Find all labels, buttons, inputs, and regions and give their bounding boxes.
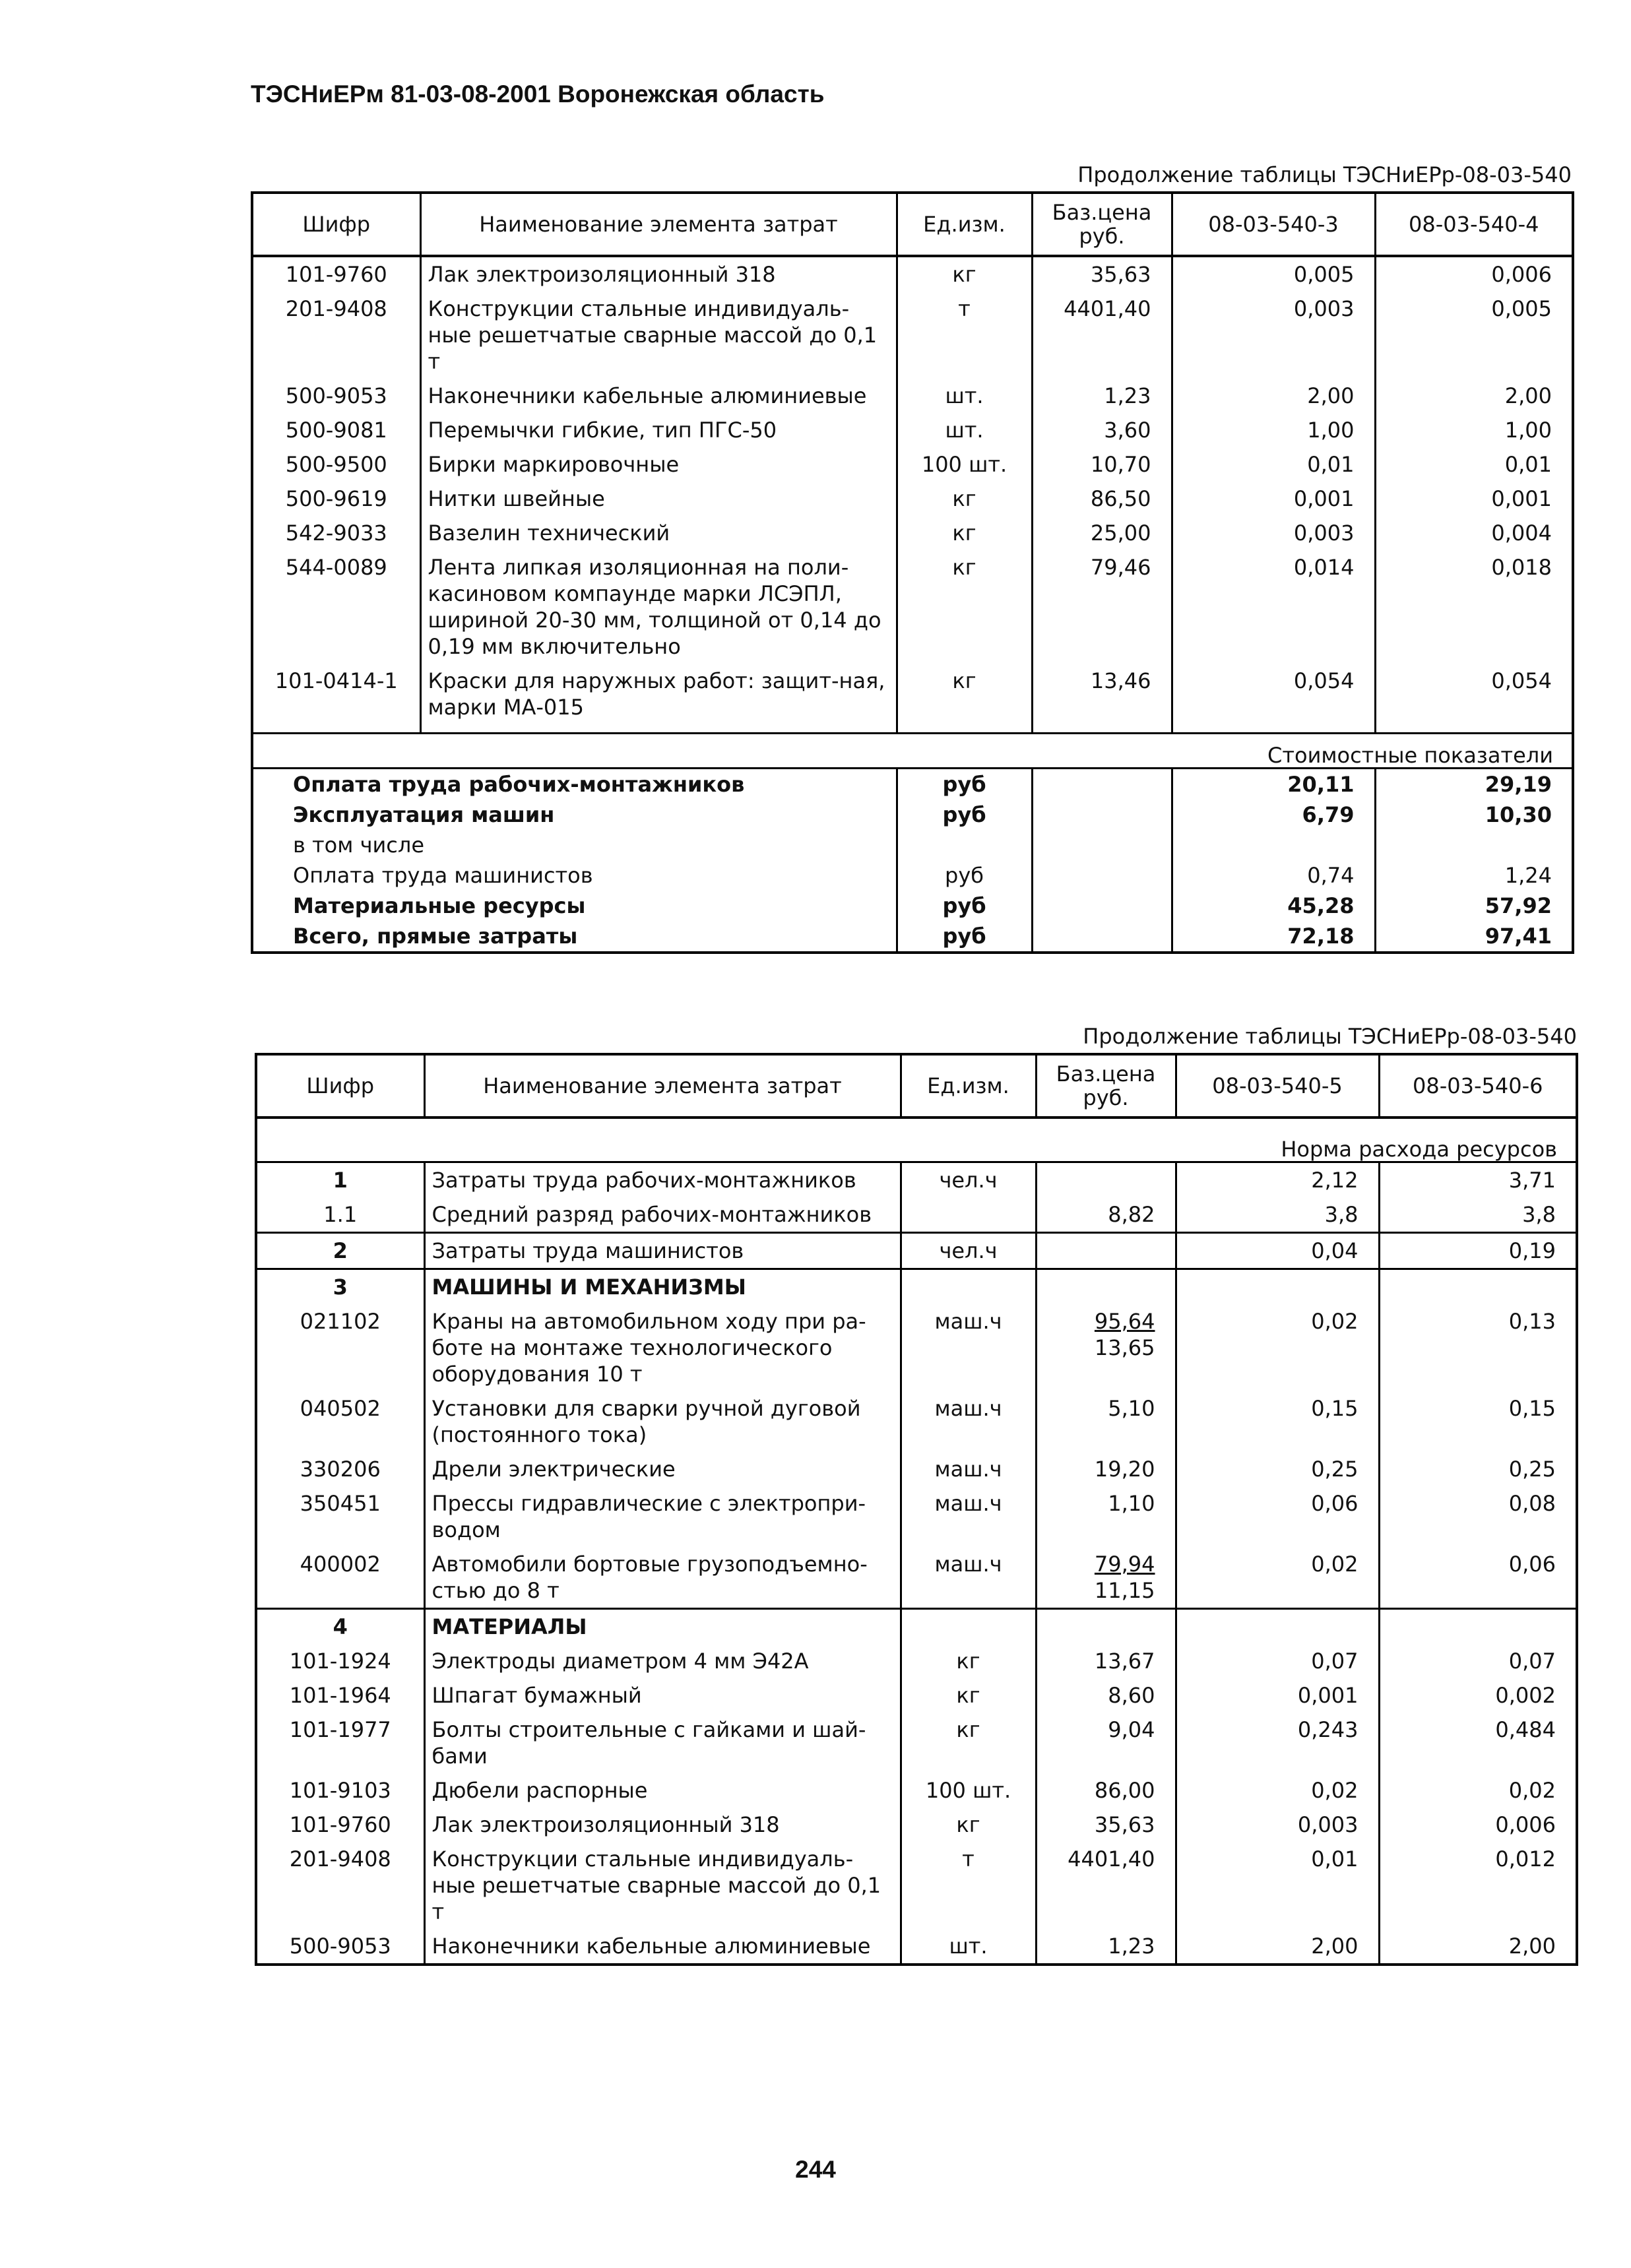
table-row [252,379,1573,413]
cell-norm-2 [1379,1609,1577,1645]
cell-unit [901,1269,1036,1305]
cost-unit [897,830,1032,860]
column-header-name: Наименование элемента затрат [420,193,897,256]
cell-unit: кг [897,256,1032,292]
cell-name: Наконечники кабельные алюминиевые [424,1929,901,1965]
cell-name: Конструкции стальные индивидуаль-ные решетчатые сварные массой до 0,1 т [420,292,897,379]
cell-norm-2: 3,8 [1522,1202,1556,1227]
table-row [256,1808,1577,1842]
table-row [256,1609,1577,1645]
cell-code: 500-9081 [252,413,420,447]
cell-unit: т [897,292,1032,379]
cell-norm-2: 0,002 [1495,1683,1556,1708]
cell-norm-1: 0,02 [1176,1304,1379,1391]
cost-unit: руб [897,769,1032,800]
cost-row [252,830,1573,860]
cell-norm-1: 3,8 [1176,1197,1379,1233]
cell-code: 2 [256,1233,424,1269]
cell-code: 1.1 [256,1197,424,1233]
cost-unit: руб [897,891,1032,921]
resource-table-1 [251,191,1574,954]
cell-code: 500-9619 [252,482,420,516]
cost-name: Всего, прямые затраты [252,921,897,953]
table-row [256,1233,1577,1269]
cost-empty [1032,921,1172,953]
column-header-norm-1: 08-03-540-5 [1176,1054,1379,1118]
column-header-norm-1: 08-03-540-3 [1172,193,1375,256]
cell-price: 86,00 [1036,1773,1176,1808]
cell-price: 1,10 [1036,1486,1176,1547]
cell-code: 201-9408 [256,1842,424,1929]
gap-cell [252,724,420,734]
cell-norm-2 [1379,1269,1577,1305]
cell-norm-1 [1176,1609,1379,1645]
cell-price: 35,63 [1036,1808,1176,1842]
page-header: ТЭСНиЕРм 81-03-08-2001 Воронежская область [251,80,825,108]
cell-norm-1: 0,014 [1172,550,1375,664]
cell-name: Установки для сварки ручной дуговой (постоянного тока) [424,1391,901,1452]
cost-unit: руб [897,921,1032,953]
cell-norm-1: 0,07 [1176,1644,1379,1678]
cost-unit: руб [897,860,1032,891]
table-row [256,1678,1577,1713]
cell-code: 350451 [256,1486,424,1547]
table1-caption: Продолжение таблицы ТЭСНиЕРр-08-03-540 [1077,162,1572,187]
norm-label-row [256,1128,1577,1162]
cost-empty [1032,860,1172,891]
cell-norm-1: 2,00 [1172,379,1375,413]
cost-empty [1032,800,1172,830]
column-header-norm-2: 08-03-540-6 [1379,1054,1577,1118]
table-row [252,664,1573,724]
table-header-row [252,193,1573,256]
column-header-name: Наименование элемента затрат [424,1054,901,1118]
cell-price [1036,1609,1176,1645]
cell-unit: маш.ч [901,1547,1036,1609]
cell-norm-1: 0,02 [1176,1773,1379,1808]
cell-code: 201-9408 [252,292,420,379]
cell-code: 500-9053 [256,1929,424,1965]
cell-code: 4 [256,1609,424,1645]
cell-code: 544-0089 [252,550,420,664]
cell-price [1036,1304,1176,1391]
cost-name: Материальные ресурсы [252,891,897,921]
cell-norm-2: 0,001 [1491,486,1552,511]
cell-name: Дюбели распорные [424,1773,901,1808]
cell-norm-2: 3,71 [1508,1168,1556,1193]
cell-name: Нитки швейные [420,482,897,516]
cell-unit: кг [897,664,1032,724]
cell-name: Автомобили бортовые грузоподъемно-стью до 8 т [424,1547,901,1609]
cost-empty [1032,891,1172,921]
cost-empty [1032,769,1172,800]
cell-price [1036,1233,1176,1269]
cell-unit [901,1609,1036,1645]
cell-norm-2: 0,25 [1508,1457,1556,1482]
cell-unit: кг [901,1644,1036,1678]
cell-norm-1: 0,005 [1172,256,1375,292]
cell-unit: шт. [897,413,1032,447]
cell-price: 19,20 [1036,1452,1176,1486]
column-header-price: Баз.цена руб. [1036,1054,1176,1118]
cell-code: 1 [256,1162,424,1198]
cell-name: Лак электроизоляционный 318 [424,1808,901,1842]
cell-unit: чел.ч [901,1233,1036,1269]
cell-unit: маш.ч [901,1391,1036,1452]
cost-name: Эксплуатация машин [252,800,897,830]
cost-row [252,769,1573,800]
table-row [256,1304,1577,1391]
cell-norm-2: 0,012 [1495,1846,1556,1872]
cell-norm-1: 0,01 [1172,447,1375,482]
cell-norm-1: 0,001 [1172,482,1375,516]
price-value: 79,94 [1094,1552,1155,1577]
price-sub-value: 13,65 [1094,1335,1155,1360]
cell-code: 400002 [256,1547,424,1609]
column-header-unit: Ед.изм. [897,193,1032,256]
table-row [252,516,1573,550]
page-number: 244 [795,2156,836,2183]
cell-name: Наконечники кабельные алюминиевые [420,379,897,413]
cell-name: Краски для наружных работ: защит-ная, марки МА-015 [420,664,897,724]
cell-code: 101-0414-1 [252,664,420,724]
table-row [252,447,1573,482]
cell-name: Болты строительные с гайками и шай-бами [424,1713,901,1773]
cost-value-2: 57,92 [1485,893,1552,918]
table-row [256,1162,1577,1198]
cell-unit: 100 шт. [897,447,1032,482]
cell-name: Электроды диаметром 4 мм Э42А [424,1644,901,1678]
column-header-code: Шифр [252,193,420,256]
table-row [252,413,1573,447]
cell-price: 5,10 [1036,1391,1176,1452]
cost-row [252,800,1573,830]
cell-name: Бирки маркировочные [420,447,897,482]
cell-norm-1 [1176,1269,1379,1305]
cell-unit: кг [897,516,1032,550]
table-row [256,1197,1577,1233]
column-header-code: Шифр [256,1054,424,1118]
cell-price [1036,1269,1176,1305]
cell-norm-2: 0,15 [1508,1396,1556,1421]
cost-label-row [252,734,1573,769]
cell-unit: шт. [901,1929,1036,1965]
cell-price: 1,23 [1036,1929,1176,1965]
cell-norm-1: 2,00 [1176,1929,1379,1965]
cell-name: Лента липкая изоляционная на поли-касиновом компаунде марки ЛСЭПЛ, шириной 20-30 мм, толщиной от 0,14 до 0,19 мм включительно [420,550,897,664]
cell-price: 1,23 [1032,379,1172,413]
cell-unit: шт. [897,379,1032,413]
cell-name: Затраты труда машинистов [424,1233,901,1269]
cell-norm-2: 0,01 [1504,452,1552,477]
cell-norm-2: 0,004 [1491,520,1552,546]
cell-norm-1: 0,003 [1176,1808,1379,1842]
cell-code: 3 [256,1269,424,1305]
cell-name: Шпагат бумажный [424,1678,901,1713]
cell-code: 101-9103 [256,1773,424,1808]
cell-norm-1: 0,25 [1176,1452,1379,1486]
table-row [256,1486,1577,1547]
cell-price [1036,1547,1176,1609]
cost-name: Оплата труда машинистов [252,860,897,891]
cell-name: Краны на автомобильном ходу при ра-боте на монтаже технологического оборудования 10 т [424,1304,901,1391]
table-row [256,1773,1577,1808]
cell-norm-1: 0,054 [1172,664,1375,724]
table-row [252,482,1573,516]
cell-code: 021102 [256,1304,424,1391]
table-row [256,1644,1577,1678]
cell-price: 9,04 [1036,1713,1176,1773]
cost-name: Оплата труда рабочих-монтажников [252,769,897,800]
cell-norm-1: 0,06 [1176,1486,1379,1547]
cell-name: Прессы гидравлические с электропри-водом [424,1486,901,1547]
cell-norm-2: 0,19 [1379,1233,1577,1269]
cost-value-1: 72,18 [1172,921,1375,953]
table-row [256,1269,1577,1305]
cell-price: 79,46 [1032,550,1172,664]
gap-row [256,1118,1577,1128]
cell-code: 040502 [256,1391,424,1452]
cell-norm-1: 0,01 [1176,1842,1379,1929]
gap-row [252,724,1573,734]
cell-norm-2: 0,07 [1508,1649,1556,1674]
gap-cell [897,724,1032,734]
cost-row [252,891,1573,921]
cell-norm-2: 0,06 [1508,1552,1556,1577]
cell-name: Перемычки гибкие, тип ПГС-50 [420,413,897,447]
cell-unit: 100 шт. [901,1773,1036,1808]
cell-norm-1: 0,243 [1176,1713,1379,1773]
cell-price: 8,82 [1036,1197,1176,1233]
cost-value-2: 10,30 [1485,802,1552,827]
cell-name: Лак электроизоляционный 318 [420,256,897,292]
cost-value-2 [1375,830,1573,860]
cell-norm-1: 0,003 [1172,516,1375,550]
cell-name: МАТЕРИАЛЫ [424,1609,901,1645]
cost-label: Стоимостные показатели [252,734,1573,769]
cell-code: 101-1977 [256,1713,424,1773]
cost-value-2: 1,24 [1504,863,1552,888]
cell-code: 542-9033 [252,516,420,550]
cell-norm-2: 0,08 [1508,1491,1556,1516]
cell-norm-2: 0,005 [1491,296,1552,321]
cell-code: 500-9053 [252,379,420,413]
cell-norm-1: 0,001 [1176,1678,1379,1713]
cost-value-1: 0,74 [1172,860,1375,891]
cell-price: 13,46 [1032,664,1172,724]
cell-price: 25,00 [1032,516,1172,550]
cost-unit: руб [897,800,1032,830]
cell-unit: кг [901,1808,1036,1842]
cell-norm-2: 0,006 [1495,1812,1556,1837]
column-header-norm-2: 08-03-540-4 [1375,193,1573,256]
table-row [252,256,1573,292]
cell-code: 101-9760 [252,256,420,292]
cell-unit: чел.ч [901,1162,1036,1198]
cell-norm-2: 0,02 [1508,1778,1556,1803]
cost-value-2: 97,41 [1485,924,1552,949]
cost-value-1: 20,11 [1172,769,1375,800]
cell-code: 500-9500 [252,447,420,482]
cell-norm-2: 1,00 [1504,418,1552,443]
cell-code: 101-1924 [256,1644,424,1678]
table-row [256,1929,1577,1965]
cost-value-1 [1172,830,1375,860]
norm-label: Норма расхода ресурсов [256,1128,1577,1162]
cost-row [252,921,1573,953]
table-row [252,292,1573,379]
cell-unit: маш.ч [901,1304,1036,1391]
cell-price: 4401,40 [1032,292,1172,379]
cell-unit: кг [897,550,1032,664]
cell-norm-2: 2,00 [1504,383,1552,408]
gap-cell [1032,724,1172,734]
cell-unit: кг [901,1678,1036,1713]
cell-price: 4401,40 [1036,1842,1176,1929]
price-value: 95,64 [1094,1309,1155,1334]
cell-name: Затраты труда рабочих-монтажников [424,1162,901,1198]
gap-cell [1172,724,1375,734]
table-header-row [256,1054,1577,1118]
resource-table-2 [255,1053,1578,1966]
column-header-unit: Ед.изм. [901,1054,1036,1118]
table-row [256,1547,1577,1609]
cell-code: 101-1964 [256,1678,424,1713]
cost-row [252,860,1573,891]
cost-value-1: 6,79 [1172,800,1375,830]
cost-empty [1032,830,1172,860]
gap-cell [420,724,897,734]
cell-unit: т [901,1842,1036,1929]
cell-norm-1: 0,04 [1176,1233,1379,1269]
cell-name: Вазелин технический [420,516,897,550]
cell-code: 330206 [256,1452,424,1486]
cell-name: Дрели электрические [424,1452,901,1486]
cell-norm-2: 0,006 [1491,262,1552,287]
cell-norm-2: 0,484 [1495,1717,1556,1742]
cell-norm-2: 2,00 [1508,1934,1556,1959]
cell-unit: маш.ч [901,1486,1036,1547]
cell-price: 8,60 [1036,1678,1176,1713]
cell-norm-2: 0,018 [1491,555,1552,580]
cell-code: 101-9760 [256,1808,424,1842]
table-row [256,1452,1577,1486]
cell-name: МАШИНЫ И МЕХАНИЗМЫ [424,1269,901,1305]
cell-price: 3,60 [1032,413,1172,447]
cell-norm-2: 0,054 [1491,668,1552,693]
cell-norm-1: 0,02 [1176,1547,1379,1609]
cell-price [1036,1162,1176,1198]
cost-value-2: 29,19 [1485,772,1552,797]
cell-norm-1: 0,003 [1172,292,1375,379]
gap-cell [1375,724,1573,734]
cell-price: 10,70 [1032,447,1172,482]
cell-name: Средний разряд рабочих-монтажников [424,1197,901,1233]
price-sub-value: 11,15 [1094,1578,1155,1603]
gap-cell [256,1118,1577,1128]
table2-caption: Продолжение таблицы ТЭСНиЕРр-08-03-540 [1083,1024,1577,1049]
table-row [252,550,1573,664]
cost-name: в том числе [252,830,897,860]
table-row [256,1842,1577,1929]
cell-norm-1: 2,12 [1176,1162,1379,1198]
cell-norm-2: 0,13 [1508,1309,1556,1334]
cell-norm-1: 1,00 [1172,413,1375,447]
table-row [256,1391,1577,1452]
column-header-price: Баз.цена руб. [1032,193,1172,256]
cell-norm-1: 0,15 [1176,1391,1379,1452]
cell-price: 13,67 [1036,1644,1176,1678]
cell-price: 35,63 [1032,256,1172,292]
cell-unit [901,1197,1036,1233]
cost-value-1: 45,28 [1172,891,1375,921]
cell-unit: маш.ч [901,1452,1036,1486]
cell-name: Конструкции стальные индивидуаль-ные решетчатые сварные массой до 0,1 т [424,1842,901,1929]
table-row [256,1713,1577,1773]
cell-price: 86,50 [1032,482,1172,516]
cell-unit: кг [901,1713,1036,1773]
cell-unit: кг [897,482,1032,516]
